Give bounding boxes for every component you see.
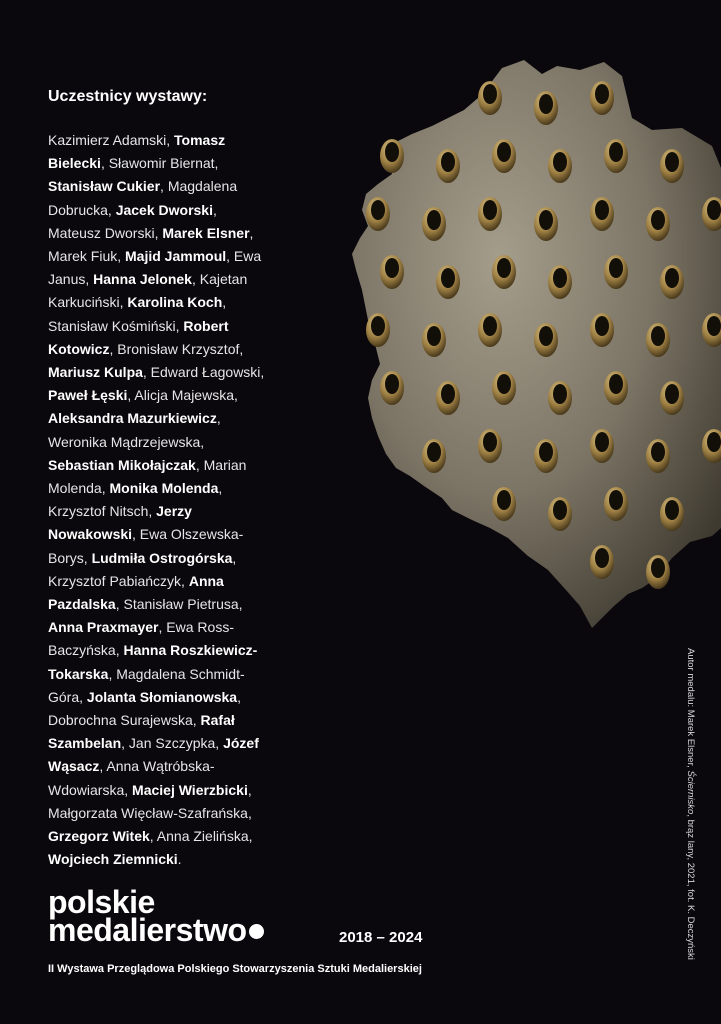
participant-line [48, 523, 298, 546]
participant-line [48, 732, 298, 755]
participant-name-bold: Maciej Wierzbicki [132, 781, 248, 798]
participant-line [48, 384, 298, 407]
participant-name-bold: Jolanta Słomianowska [86, 688, 238, 705]
medal-cup [492, 255, 516, 289]
participant-name-bold: Józef [223, 735, 259, 752]
participant-name-bold: Jerzy [156, 503, 192, 520]
medal-cup [380, 255, 404, 289]
participant-line [48, 431, 298, 454]
participant-name: Wdowiarska, [48, 781, 133, 798]
participant-name-bold: Rafał [200, 712, 235, 729]
medal-cup [366, 197, 390, 231]
participant-line [48, 848, 298, 871]
medal-cup [646, 555, 670, 589]
participant-name-bold: Nowakowski [48, 526, 133, 543]
participant-line [48, 663, 298, 686]
title-medalierstwo-text: medalierstwo [48, 912, 247, 948]
participant-name-bold: Hanna Jelonek [93, 271, 192, 288]
medal-cup [478, 429, 502, 463]
participants-heading: Uczestnicy wystawy: [48, 88, 208, 105]
medal-cup [660, 381, 684, 415]
participant-name: , Bronisław Krzysztof, [109, 340, 244, 357]
participant-name: , [232, 549, 237, 566]
participant-name: , [213, 201, 217, 218]
participant-name-bold: Robert [183, 317, 229, 334]
participant-name: , Jan Szczypka, [121, 735, 224, 752]
participant-name-bold: Aleksandra Mazurkiewicz [48, 410, 217, 427]
participant-name: , Magdalena [160, 178, 238, 195]
medal-cup [436, 149, 460, 183]
participant-name: , [218, 480, 223, 497]
medal-cup [534, 91, 558, 125]
medal-cup [604, 255, 628, 289]
participant-name: , Kajetan [191, 271, 248, 288]
medal-image [352, 58, 721, 628]
medal-cup [590, 545, 614, 579]
participant-name-bold: Stanisław Cukier [48, 178, 161, 195]
medal-cup [660, 497, 684, 531]
participant-line [48, 315, 298, 338]
participant-line [48, 570, 298, 593]
medal-cup [436, 265, 460, 299]
medal-cup [422, 439, 446, 473]
participant-line [48, 779, 298, 802]
participant-name: Kazimierz Adamski, [48, 132, 175, 148]
medal-cup [492, 487, 516, 521]
participant-name-bold: Ludmiła Ostrogórska [91, 549, 233, 566]
participant-name: Krzysztof Pabiańczyk, [48, 572, 189, 589]
medal-cup [604, 487, 628, 521]
participant-name: Krzysztof Nitsch, [48, 503, 157, 520]
participant-name: , Anna Zielińska, [149, 828, 253, 845]
participant-name-bold: Monika Molenda [109, 480, 219, 497]
participant-name-bold: Pazdalska [48, 596, 116, 613]
participant-line [48, 175, 298, 198]
participant-name: , Ewa Olszewska- [132, 526, 244, 543]
exhibition-subtitle: II Wystawa Przeglądowa Polskiego Stowarzyszenia Sztuki Medalierskiej [48, 963, 422, 975]
participant-name-bold: Hanna Roszkiewicz- [123, 642, 258, 659]
medal-cup [534, 439, 558, 473]
participant-name-bold: Tokarska [48, 665, 109, 682]
participant-line [48, 477, 298, 500]
credit-title: Ściernisko [685, 770, 696, 815]
participant-name: , Stanisław Pietrusa, [115, 596, 243, 613]
medal-cup [660, 265, 684, 299]
participant-name: Góra, [48, 688, 87, 705]
participant-line [48, 593, 298, 616]
participant-name: , Alicja Majewska, [127, 387, 238, 404]
medal-cup [492, 139, 516, 173]
participant-name-bold: Mariusz Kulpa [48, 364, 143, 381]
participant-name-bold: Bielecki [48, 155, 101, 172]
participant-name-bold: Kotowicz [48, 340, 110, 357]
participant-name: Stanisław Kośmiński, [48, 317, 184, 334]
participant-name: , Sławomir Biernat, [100, 155, 219, 172]
participant-name: , [249, 224, 254, 241]
medal-cup [422, 323, 446, 357]
participant-name: , Edward Łagowski, [142, 364, 265, 381]
participant-name: . [177, 851, 182, 868]
medal-cup [548, 149, 572, 183]
medal-cup [590, 197, 614, 231]
credit-prefix: Autor medalu: Marek Elsner, [685, 648, 696, 771]
medal-cup [604, 371, 628, 405]
participant-name-bold: Anna [188, 572, 224, 589]
credit-suffix: , brąz lany, 2021, fot. K. Deczyński [685, 814, 696, 960]
participant-name: Janus, [48, 271, 94, 288]
exhibition-years: 2018 – 2024 [339, 929, 423, 946]
participant-name: Dobrochna Surajewska, [48, 712, 201, 729]
participant-line [48, 755, 298, 778]
participant-line [48, 547, 298, 570]
medal-cup [436, 381, 460, 415]
participant-name-bold: Paweł Łęski [48, 387, 128, 404]
medal-cup [492, 371, 516, 405]
participant-name: , Magdalena Schmidt- [108, 665, 245, 682]
medal-cup [478, 81, 502, 115]
medal-cup [660, 149, 684, 183]
participant-name: Molenda, [48, 480, 110, 497]
medal-cup [534, 207, 558, 241]
participant-line [48, 686, 298, 709]
medal-cup [590, 81, 614, 115]
participant-name: , Ewa [226, 248, 262, 265]
participants-list [48, 129, 298, 872]
participant-line [48, 709, 298, 732]
medal-cup [478, 197, 502, 231]
medal-cup [590, 313, 614, 347]
participant-name-bold: Marek Elsner [162, 224, 250, 241]
participant-line [48, 222, 298, 245]
title-polskie: polskie [48, 884, 155, 920]
participant-name: Dobrucka, [48, 201, 116, 218]
medal-cup [604, 139, 628, 173]
participant-name-bold: Karolina Koch [127, 294, 223, 311]
participant-line [48, 454, 298, 477]
participant-name: , [237, 688, 241, 705]
medal-cup [590, 429, 614, 463]
participant-name-bold: Szambelan [48, 735, 122, 752]
participant-line [48, 152, 298, 175]
participant-line [48, 129, 298, 152]
participant-name: , Marian [195, 456, 247, 473]
participant-name: Borys, [48, 549, 92, 566]
participant-name-bold: Anna Praxmayer [48, 619, 159, 636]
medal-cup [646, 323, 670, 357]
participant-name: Małgorzata Więcław-Szafrańska, [48, 804, 252, 821]
medal-cup [478, 313, 502, 347]
participant-line [48, 639, 298, 662]
medal-credit [685, 648, 696, 960]
medal-cup [380, 371, 404, 405]
participant-name-bold: Majid Jammoul [125, 248, 227, 265]
participant-name: , [222, 294, 227, 311]
participant-name: , [216, 410, 221, 427]
participant-line [48, 616, 298, 639]
medal-cup [534, 323, 558, 357]
medal-cup [366, 313, 390, 347]
medal-cup [548, 265, 572, 299]
participant-name: , Anna Wątróbska- [99, 758, 215, 775]
participant-name: Karkuciński, [48, 294, 128, 311]
participant-line [48, 268, 298, 291]
participant-line [48, 361, 298, 384]
participant-name-bold: Grzegorz Witek [48, 828, 150, 845]
title-dot-icon [249, 924, 264, 939]
medal-cup [548, 497, 572, 531]
participant-name: , Ewa Ross- [158, 619, 234, 636]
title-medalierstwo [48, 914, 264, 946]
participant-name: Baczyńska, [48, 642, 124, 659]
participant-line [48, 338, 298, 361]
participant-name-bold: Wąsacz [48, 758, 100, 775]
medal-cup [646, 439, 670, 473]
participant-line [48, 245, 298, 268]
participant-name-bold: Wojciech Ziemnicki [48, 851, 178, 868]
participant-name: Mateusz Dworski, [48, 224, 163, 241]
participant-name: Weronika Mądrzejewska, [48, 433, 205, 450]
participant-name: Marek Fiuk, [48, 248, 126, 265]
medal-cup [646, 207, 670, 241]
participant-line [48, 500, 298, 523]
participant-line [48, 825, 298, 848]
participant-name-bold: Sebastian Mikołajczak [48, 456, 196, 473]
participant-name-bold: Tomasz [174, 132, 226, 148]
medal-cup [548, 381, 572, 415]
participant-line [48, 802, 298, 825]
medal-cup [380, 139, 404, 173]
participant-name-bold: Jacek Dworski [115, 201, 213, 218]
participant-line [48, 407, 298, 430]
medal-cup [422, 207, 446, 241]
participant-name: , [247, 781, 252, 798]
participant-line [48, 291, 298, 314]
participant-line [48, 199, 298, 222]
